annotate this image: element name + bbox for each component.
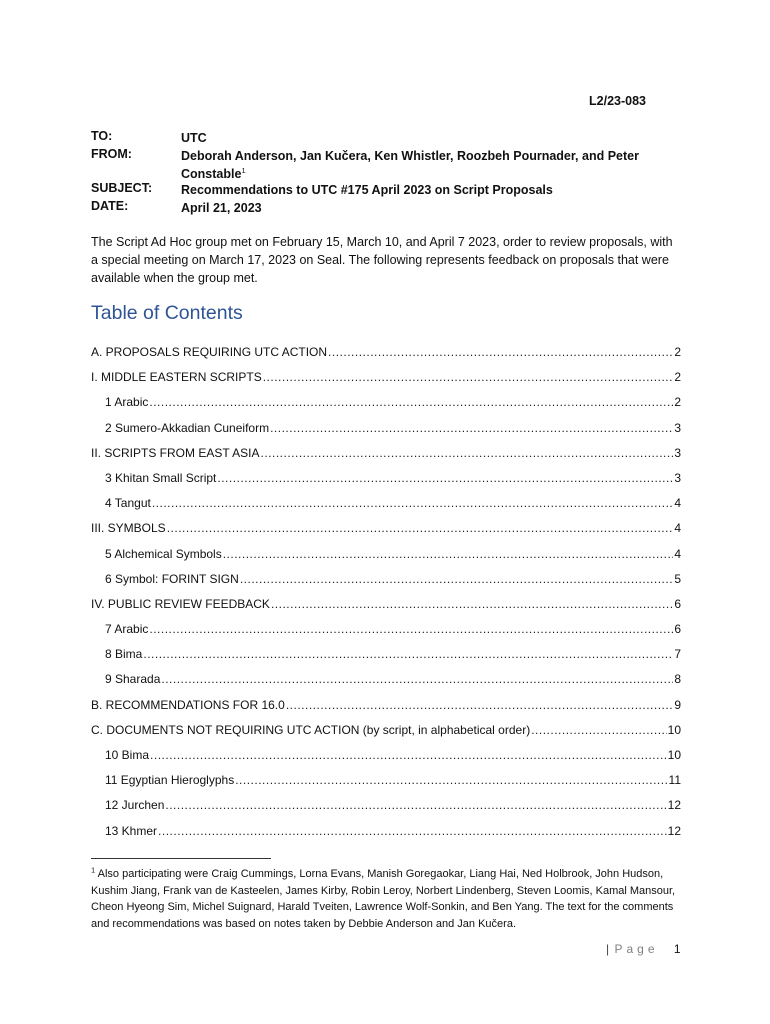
subject-value: Recommendations to UTC #175 April 2023 on Script Proposals xyxy=(181,183,553,197)
page-footer xyxy=(606,942,681,956)
toc-entry[interactable] xyxy=(91,798,681,823)
from-footnote-ref[interactable]: 1 xyxy=(241,165,246,175)
toc-entry-page: 4 xyxy=(674,546,681,561)
toc-entry[interactable] xyxy=(91,824,681,849)
toc-entry[interactable] xyxy=(91,597,681,622)
toc-dot-leader xyxy=(271,597,673,611)
toc-dot-leader xyxy=(235,773,667,787)
toc-entry-title: 6 Symbol: FORINT SIGN xyxy=(105,571,239,586)
toc-title: Table of Contents xyxy=(91,302,243,324)
toc-dot-leader xyxy=(143,647,673,661)
toc-entry-title: III. SYMBOLS xyxy=(91,521,166,536)
toc-entry[interactable] xyxy=(91,773,681,798)
toc-entry[interactable] xyxy=(91,748,681,773)
from-label: FROM: xyxy=(91,147,132,161)
toc-entry[interactable] xyxy=(91,647,681,672)
toc-entry[interactable] xyxy=(91,395,681,420)
toc-entry-title: 9 Sharada xyxy=(105,672,161,687)
footnote-separator xyxy=(91,858,271,859)
toc-entry-title: 2 Sumero-Akkadian Cuneiform xyxy=(105,420,270,435)
toc-entry[interactable] xyxy=(91,421,681,446)
toc-entry-page: 10 xyxy=(667,748,681,762)
toc-entry[interactable] xyxy=(91,471,681,496)
toc-dot-leader xyxy=(217,471,673,485)
toc-dot-leader xyxy=(158,824,667,838)
toc-entry-page: 9 xyxy=(674,697,681,712)
toc-dot-leader xyxy=(149,622,673,636)
toc-entry-title: 7 Arabic xyxy=(105,622,149,637)
toc-entry-page: 3 xyxy=(674,420,681,435)
toc-entry[interactable] xyxy=(91,496,681,521)
toc-entry-page: 2 xyxy=(674,345,681,359)
toc-entry[interactable] xyxy=(91,547,681,572)
toc-entry[interactable] xyxy=(91,521,681,546)
toc-entry-title: A. PROPOSALS REQUIRING UTC ACTION xyxy=(91,345,328,359)
toc-entry-page: 4 xyxy=(674,496,681,511)
footnote-number: 1 xyxy=(91,865,96,875)
date-label: DATE: xyxy=(91,199,129,213)
page-number: 1 xyxy=(673,942,681,956)
toc-dot-leader xyxy=(165,798,666,812)
table-of-contents xyxy=(91,345,681,849)
toc-entry-page: 7 xyxy=(674,647,681,662)
toc-dot-leader xyxy=(531,723,666,737)
toc-entry-title: 1 Arabic xyxy=(105,395,149,410)
toc-entry-title: 4 Tangut xyxy=(105,496,151,511)
toc-entry-title: 5 Alchemical Symbols xyxy=(105,546,222,561)
toc-entry-title: 8 Bima xyxy=(105,647,143,662)
toc-dot-leader xyxy=(150,748,667,762)
toc-dot-leader xyxy=(240,572,674,586)
toc-entry-page: 6 xyxy=(674,596,681,611)
toc-dot-leader xyxy=(270,421,673,435)
toc-entry-title: C. DOCUMENTS NOT REQUIRING UTC ACTION (by script, in alphabetical order) xyxy=(91,722,531,737)
toc-entry-title: 3 Khitan Small Script xyxy=(105,470,217,485)
toc-dot-leader xyxy=(263,370,674,384)
toc-entry-page: 4 xyxy=(674,521,681,536)
toc-entry-page: 11 xyxy=(668,773,681,788)
footnote-text: Also participating were Craig Cummings, Lorna Evans, Manish Goregaokar, Liang Hai, Ned Holbrook, John Hudson, Kushim Jiang, Frank van de Kasteelen, James Kirby, Robin Leroy, Norbert Lindenberg, Steven Loomis, Kamal Mansour, Cheon Hyeong Sim, Michel Suignard, Harald Tveiten, Lawrence Wolf-Sonkin, and Ben Yang. The text for the comments and recommendations was based on notes taken by Debbie Anderson and Jan Kučera. xyxy=(91,868,676,930)
toc-entry-title: B. RECOMMENDATIONS FOR 16.0 xyxy=(91,697,285,712)
to-value: UTC xyxy=(181,131,207,145)
toc-dot-leader xyxy=(223,547,674,561)
page-footer-word: Page xyxy=(614,942,659,956)
from-value-wrap xyxy=(181,147,651,183)
toc-dot-leader xyxy=(328,345,673,359)
toc-entry-page: 6 xyxy=(674,622,681,637)
toc-entry-page: 3 xyxy=(674,445,681,460)
toc-entry-page: 8 xyxy=(674,672,681,687)
toc-entry[interactable] xyxy=(91,345,681,370)
toc-entry-title: 10 Bima xyxy=(105,748,150,762)
toc-entry[interactable] xyxy=(91,572,681,597)
toc-dot-leader xyxy=(161,672,673,686)
toc-entry-page: 2 xyxy=(674,370,681,385)
toc-dot-leader xyxy=(152,496,673,510)
toc-dot-leader xyxy=(286,698,674,712)
intro-paragraph: The Script Ad Hoc group met on February 15, March 10, and April 7 2023, order to review proposals, with a special meeting on March 17, 2023 on Seal. The following represents feedback on proposals that were available when the group met. xyxy=(91,235,673,285)
toc-entry-title: 12 Jurchen xyxy=(105,798,165,813)
toc-entry-page: 5 xyxy=(674,571,681,586)
toc-entry-title: 11 Egyptian Hieroglyphs xyxy=(105,773,235,788)
toc-entry-page: 10 xyxy=(667,722,681,737)
toc-entry[interactable] xyxy=(91,723,681,748)
from-value: Deborah Anderson, Jan Kučera, Ken Whistler, Roozbeh Pournader, and Peter Constable xyxy=(181,149,639,181)
toc-entry-page: 12 xyxy=(667,823,681,838)
toc-entry-page: 2 xyxy=(674,395,681,410)
toc-entry[interactable] xyxy=(91,698,681,723)
toc-entry-page: 12 xyxy=(667,798,681,813)
toc-entry[interactable] xyxy=(91,370,681,395)
toc-entry[interactable] xyxy=(91,446,681,471)
toc-entry-title: 13 Khmer xyxy=(105,823,158,838)
date-value: April 21, 2023 xyxy=(181,201,262,215)
toc-dot-leader xyxy=(260,446,673,460)
to-label: TO: xyxy=(91,129,113,143)
footnote xyxy=(91,866,687,932)
toc-entry-title: I. MIDDLE EASTERN SCRIPTS xyxy=(91,370,262,385)
page-footer-separator: | xyxy=(606,942,610,956)
toc-entry[interactable] xyxy=(91,672,681,697)
toc-entry-title: IV. PUBLIC REVIEW FEEDBACK xyxy=(91,596,270,611)
toc-entry-page: 3 xyxy=(674,470,681,485)
toc-entry-title: II. SCRIPTS FROM EAST ASIA xyxy=(91,445,260,460)
toc-dot-leader xyxy=(167,521,674,535)
toc-entry[interactable] xyxy=(91,622,681,647)
subject-label: SUBJECT: xyxy=(91,181,153,195)
toc-dot-leader xyxy=(149,395,673,409)
document-number: L2/23-083 xyxy=(589,94,646,108)
